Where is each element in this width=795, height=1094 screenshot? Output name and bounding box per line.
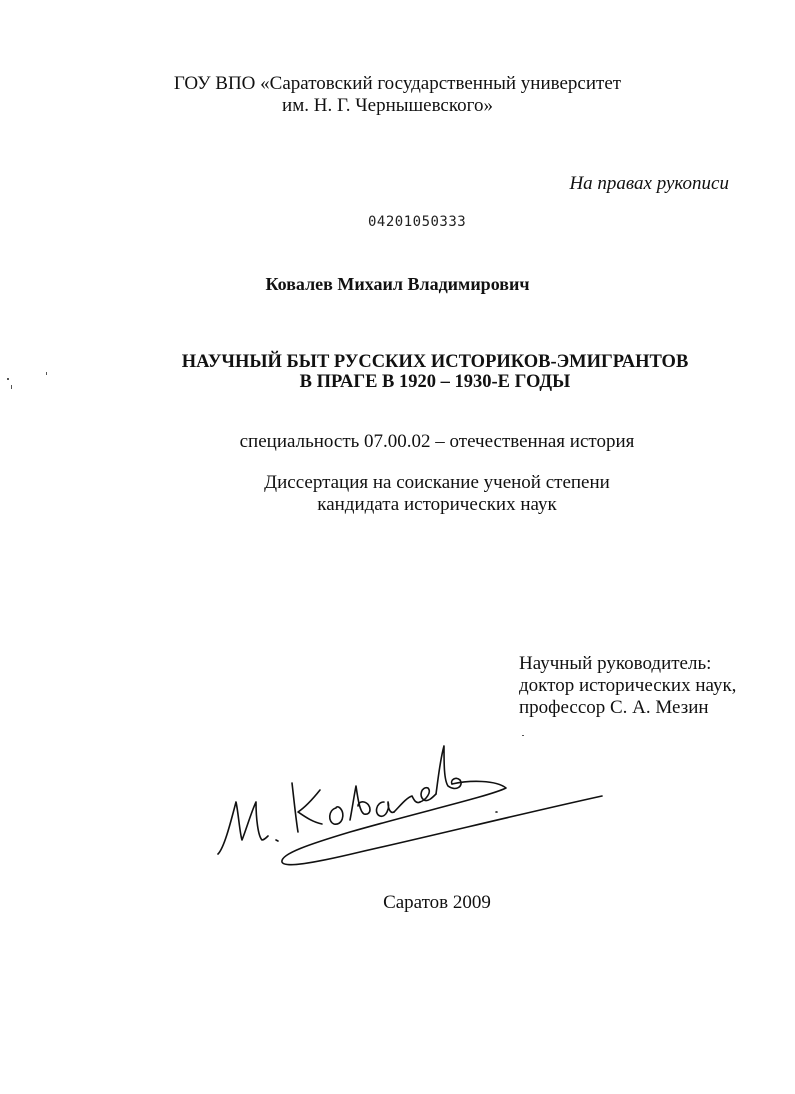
manuscript-rights-note: На правах рукописи: [569, 173, 729, 194]
small-mark: [522, 735, 524, 736]
title-line-2: В ПРАГЕ В 1920 – 1930-Е ГОДЫ: [299, 372, 571, 392]
handwritten-signature: [200, 740, 620, 890]
degree-line-1: Диссертация на соискание ученой степени: [264, 472, 610, 493]
institution-line-2: им. Н. Г. Чернышевского»: [282, 95, 493, 116]
supervisor-line-1: Научный руководитель:: [519, 653, 712, 674]
title-line-1: НАУЧНЫЙ БЫТ РУССКИХ ИСТОРИКОВ-ЭМИГРАНТОВ: [181, 352, 689, 372]
degree-line-2: кандидата исторических наук: [317, 494, 557, 515]
registration-number: 04201050333: [368, 214, 467, 230]
city-and-year: Саратов 2009: [383, 892, 491, 913]
scientific-supervisor: [519, 653, 736, 719]
institution-line-1: ГОУ ВПО «Саратовский государственный университет: [173, 73, 622, 94]
supervisor-line-2: доктор исторических наук,: [519, 675, 737, 696]
degree-statement: [0, 472, 795, 516]
specialty: специальность 07.00.02 – отечественная история: [239, 431, 635, 452]
dissertation-title: [0, 352, 795, 392]
author-name: Ковалев Михаил Владимирович: [265, 274, 530, 294]
supervisor-line-3: профессор С. А. Мезин: [519, 697, 709, 718]
institution-name: [0, 73, 795, 117]
scan-specks: [0, 360, 80, 410]
